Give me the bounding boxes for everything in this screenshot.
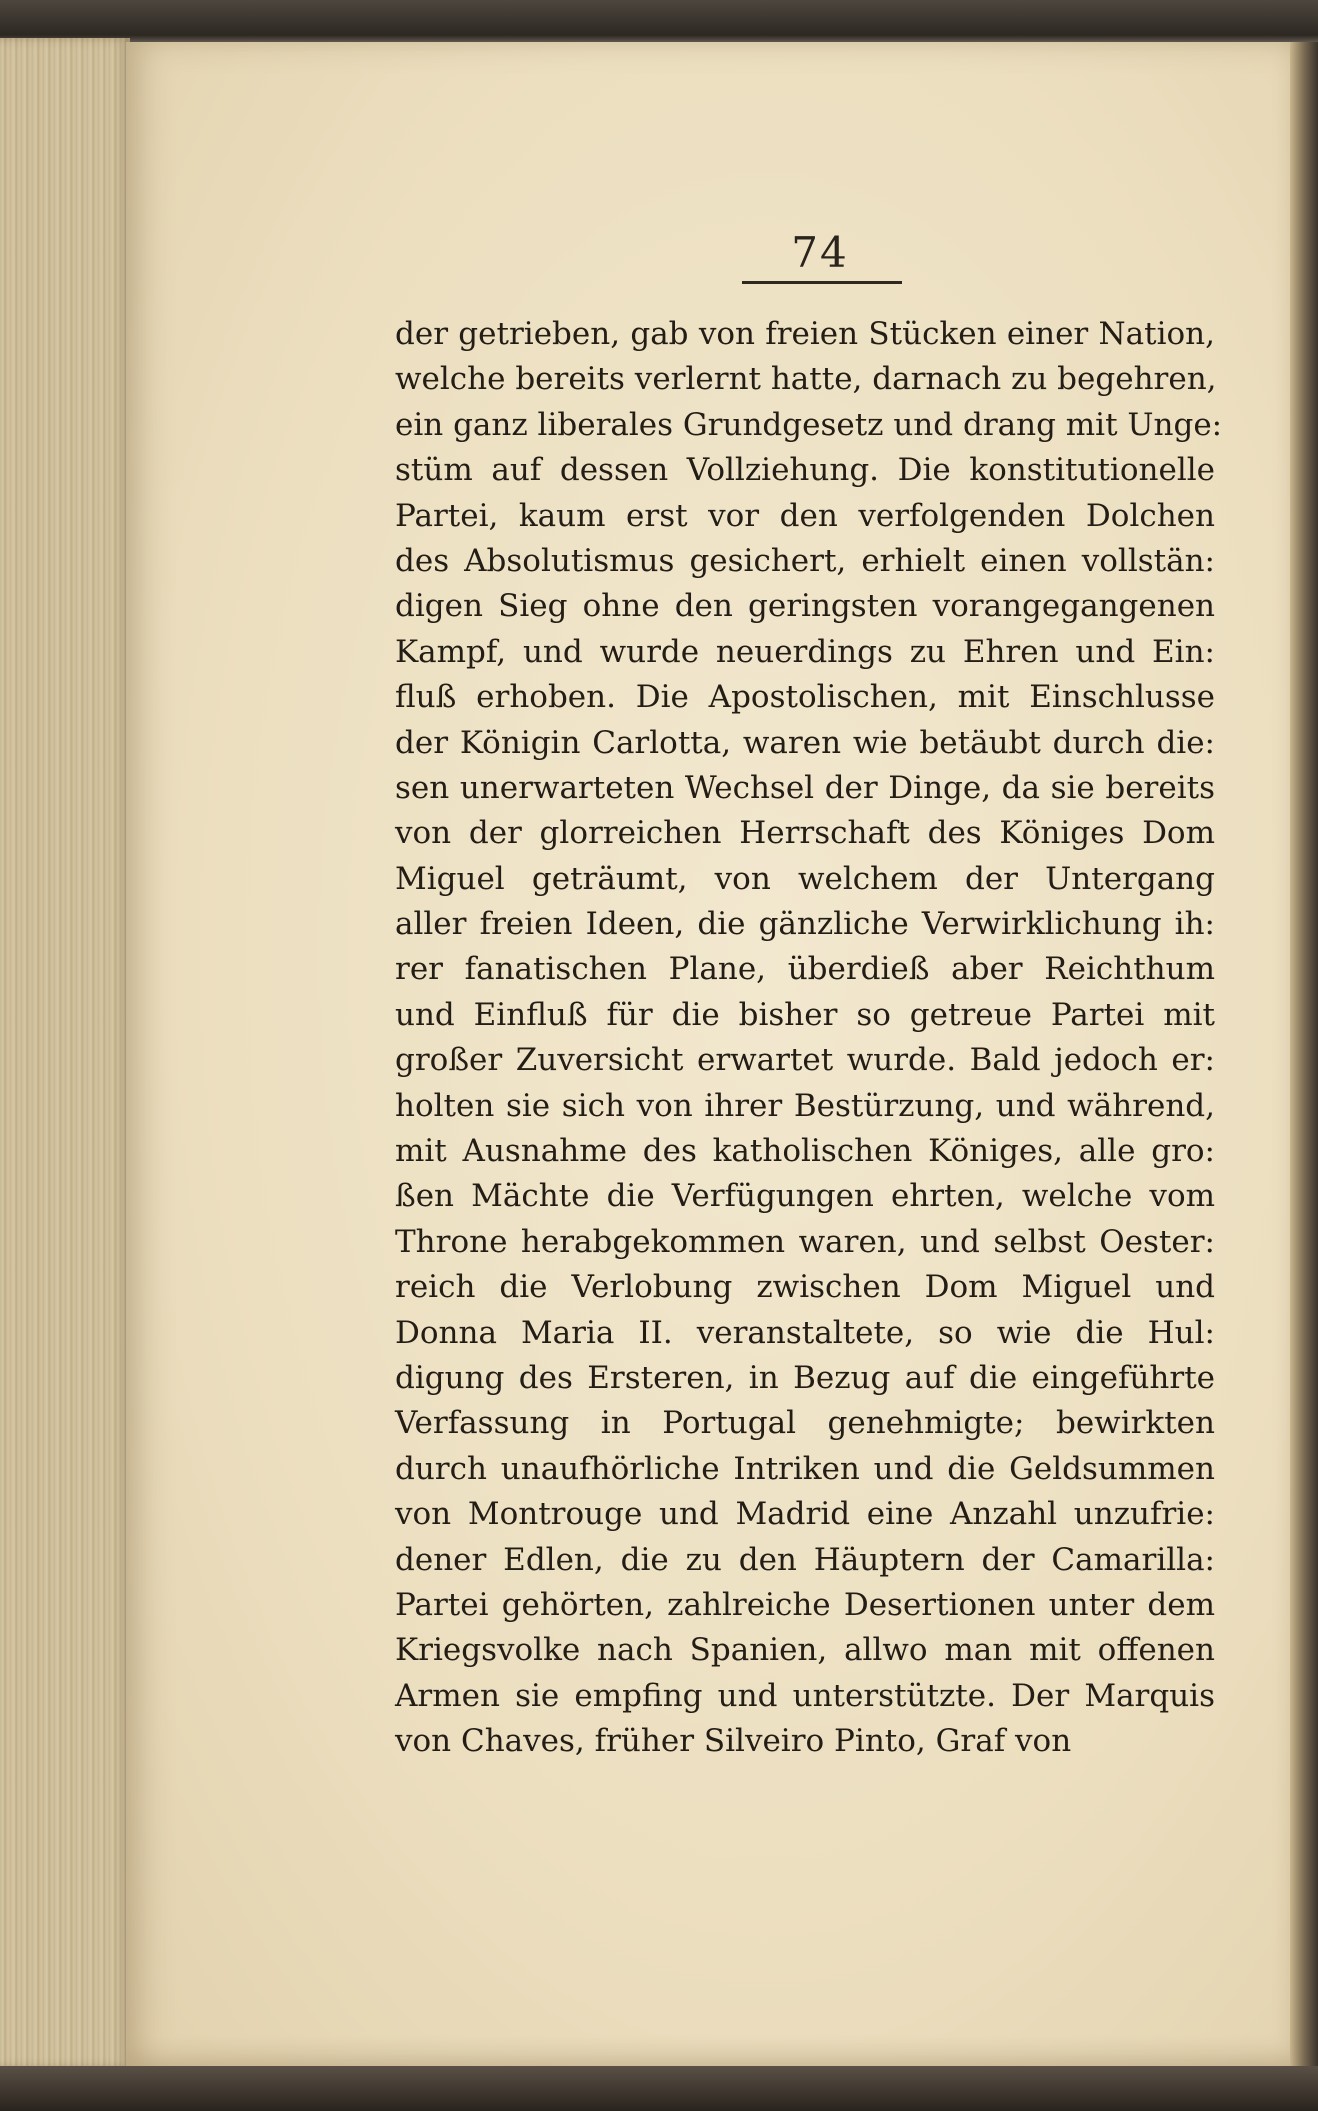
text-line: Partei gehörten, zahlreiche Desertionen unter dem bbox=[395, 1586, 1215, 1623]
text-line: Verfassung in Portugal genehmigte; bewirkten bbox=[395, 1405, 1215, 1442]
text-line: großer Zuversicht erwartet wurde. Bald jedoch er: bbox=[395, 1042, 1215, 1079]
text-line: digen Sieg ohne den geringsten vorangegangenen bbox=[395, 588, 1215, 625]
text-line: Throne herabgekommen waren, und selbst Oester: bbox=[395, 1223, 1215, 1260]
page-number: 74 bbox=[791, 228, 849, 277]
text-line: aller freien Ideen, die gänzliche Verwirklichung ih: bbox=[395, 906, 1215, 943]
text-line: und Einfluß für die bisher so getreue Partei mit bbox=[395, 996, 1215, 1033]
book-bottom-edge bbox=[0, 2066, 1318, 2111]
text-line: mit Ausnahme des katholischen Königes, alle gro: bbox=[395, 1133, 1215, 1170]
text-line: von der glorreichen Herrschaft des Königes Dom bbox=[395, 815, 1215, 852]
text-line: welche bereits verlernt hatte, darnach zu begehren, bbox=[395, 361, 1217, 398]
book-right-edge bbox=[1290, 42, 1318, 2067]
text-line: digung des Ersteren, in Bezug auf die eingeführte bbox=[395, 1359, 1215, 1396]
text-line: reich die Verlobung zwischen Dom Miguel und bbox=[395, 1269, 1215, 1306]
text-line: Miguel geträumt, von welchem der Untergang bbox=[395, 860, 1215, 897]
text-line: ßen Mächte die Verfügungen ehrten, welche vom bbox=[395, 1178, 1215, 1215]
text-line: der Königin Carlotta, waren wie betäubt durch die: bbox=[395, 724, 1215, 761]
text-line: von Chaves, früher Silveiro Pinto, Graf von bbox=[395, 1723, 1072, 1760]
text-line: Kriegsvolke nach Spanien, allwo man mit offenen bbox=[395, 1632, 1215, 1669]
text-line: sen unerwarteten Wechsel der Dinge, da sie bereits bbox=[395, 769, 1215, 806]
header-rule bbox=[742, 281, 902, 284]
text-line: Kampf, und wurde neuerdings zu Ehren und Ein: bbox=[395, 633, 1215, 670]
text-line: stüm auf dessen Vollziehung. Die konstitutionelle bbox=[395, 452, 1215, 489]
text-line: ein ganz liberales Grundgesetz und drang mit Unge: bbox=[395, 406, 1223, 443]
page-stack-edge bbox=[0, 38, 130, 2068]
text-line: Partei, kaum erst vor den verfolgenden Dolchen bbox=[395, 497, 1215, 534]
text-line: der getrieben, gab von freien Stücken einer Nation, bbox=[395, 316, 1215, 352]
text-line: von Montrouge und Madrid eine Anzahl unzufrie: bbox=[395, 1496, 1215, 1533]
text-line: dener Edlen, die zu den Häuptern der Camarilla: bbox=[395, 1541, 1215, 1578]
text-line: holten sie sich von ihrer Bestürzung, und während, bbox=[395, 1087, 1215, 1124]
text-line: fluß erhoben. Die Apostolischen, mit Einschlusse bbox=[395, 679, 1215, 716]
text-line: rer fanatischen Plane, überdieß aber Reichthum bbox=[395, 951, 1215, 988]
text-line: Donna Maria II. veranstaltete, so wie die Hul: bbox=[395, 1314, 1215, 1351]
text-line: durch unaufhörliche Intriken und die Geldsummen bbox=[395, 1450, 1215, 1487]
body-text bbox=[395, 312, 1223, 1765]
text-line: des Absolutismus gesichert, erhielt einen vollstän: bbox=[395, 542, 1215, 579]
book-top-edge bbox=[0, 0, 1318, 44]
text-line: Armen sie empfing und unterstützte. Der Marquis bbox=[395, 1677, 1215, 1714]
